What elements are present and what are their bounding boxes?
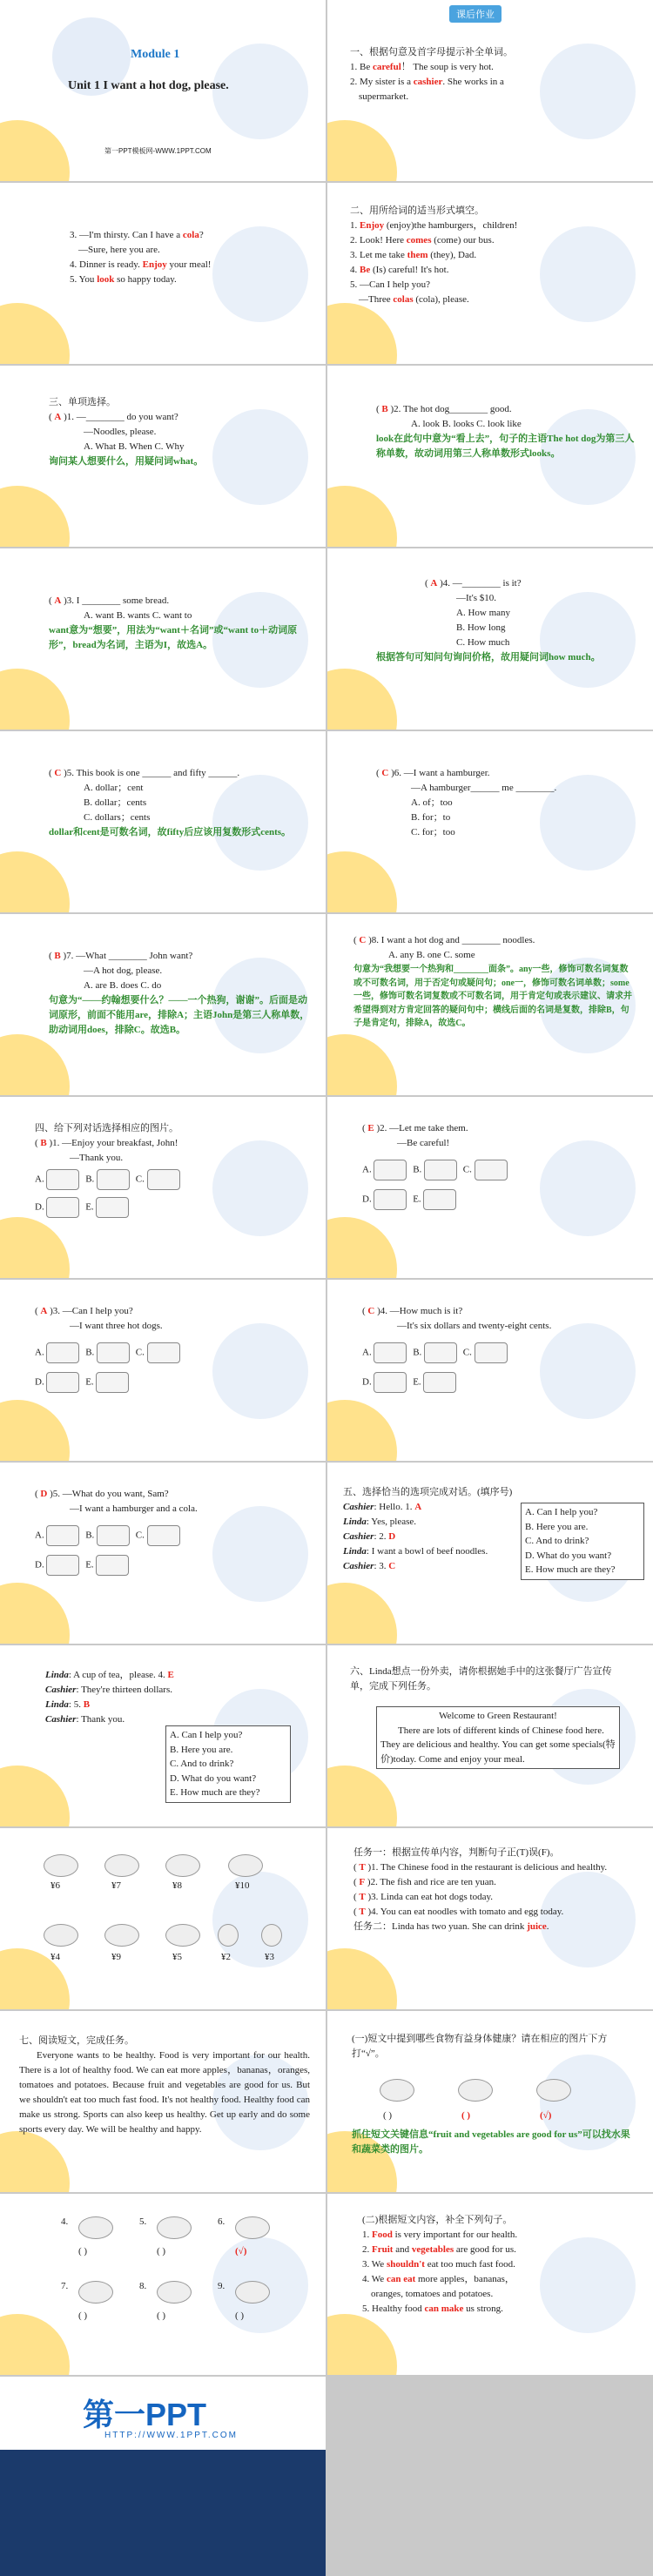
- picture-hot-dogs: [46, 1525, 79, 1546]
- picture-cashier: [147, 1342, 180, 1363]
- food-image: [235, 2216, 270, 2239]
- slide-pictures-5: ( D )5. —What do you want, Sam? —I want a hamburger and a cola. A. B. C. D. E.: [0, 1463, 326, 1644]
- slide-restaurant-ad: [327, 1645, 653, 1826]
- food-image: [157, 2216, 192, 2239]
- food-image: [380, 2079, 414, 2102]
- picture-breakfast: [97, 1525, 130, 1546]
- picture-hot-soup: [423, 1189, 456, 1210]
- slide-choice-3: ( A )3. I ________ some bread. A. want B. wants C. want to want意为“想要”，用法为“want＋名词”或“want to＋动词原形”，bread为名词，主语为I，故选A。: [0, 548, 326, 730]
- picture-cashier: [475, 1342, 508, 1363]
- slide-reading-task-1: (一)短文中提到哪些食物有益身体健康？请在相应的图片下方打“√”。 ( ) ( ) (√) 抓住短文关键信息“fruit and vegetables are good for us”可以找水果和蔬菜类的图片。: [327, 2011, 653, 2192]
- slide-homework-1: 课后作业 一、根据句意及首字母提示补全单词。 1. Be careful！ The soup is very hot. 2. My sister is a cashier. She works in a supermarket.: [327, 0, 653, 181]
- picture-breakfast: [97, 1169, 130, 1190]
- picture-hot-dogs: [46, 1169, 79, 1190]
- footer-band: [0, 2450, 326, 2576]
- options-box: A. Can I help you? B. Here you are. C. And to drink? D. What do you want? E. How much are they?: [165, 1725, 291, 1803]
- picture-hot-dogs: [46, 1342, 79, 1363]
- section-heading: 三、单项选择。: [49, 397, 116, 407]
- picture-breakfast: [424, 1342, 457, 1363]
- food-image: [44, 1924, 78, 1947]
- slide-choice-6: ( C )6. —I want a hamburger. —A hamburger______ me ________. A. of；too B. for；to C. for；too: [327, 731, 653, 912]
- food-image: [228, 1854, 263, 1877]
- slide-reading: 七、阅读短文，完成任务。 Everyone wants to be healthy. Food is very important for our health. There is a lot of healthy food. We can eat more apples，bananas，oranges, tomatoes and potatoes. Because fruit and vegetables are good for us. But we shouldn't eat too much fast food. It's not healthy food. Healthy food can make us strong. Sports can also keep us healthy. Get up early and do some sports every day. We will be healthy and happy.: [0, 2011, 326, 2192]
- unit-title: Unit 1 I want a hot dog, please.: [68, 79, 229, 92]
- picture-hamburger-cola: [374, 1372, 407, 1393]
- slide-choice-2: ( B )2. The hot dog________ good. A. look B. looks C. look like look在此句中意为“看上去”，句子的主语The hot dog为第三人称单数，故动词用第三人称单数形式looks。: [327, 366, 653, 547]
- slide-reading-task-2: (二)根据短文内容，补全下列句子。 1. Food is very important for our health. 2. Fruit and vegetables are good for us. 3. We shouldn't eat too much fast food. 4. We can eat more apples，bananas， oranges, tomatoes and potatoes. 5. Healthy food can make us strong.: [327, 2194, 653, 2375]
- slide-fill-forms: 二、用所给词的适当形式填空。 1. Enjoy (enjoy)the hamburgers，children! 2. Look! Here comes (come) our bus. 3. Let me take them (they), Dad. 4. Be (Is) careful! It's hot. 5. —Can I help you? —Three colas (cola), please.: [327, 183, 653, 364]
- slide-choice-8: ( C )8. I want a hot dog and ________ noodles. A. any B. one C. some 句意为“我想要一个热狗和________面条”。any一些，修饰可数名词复数或不可数名词，用于否定句或疑问句；one一，修饰可数名词单数；some一些，修饰可数名词复数或不可数名词，用于肯定句或表示建议、请求并希望得到对方肯定回答的疑问句中；横线后面的名词是复数，排除B，句子是肯定句，排除A，故选C。: [327, 914, 653, 1095]
- drink-image: [218, 1924, 239, 1947]
- section-heading: 七、阅读短文，完成任务。: [19, 2035, 134, 2046]
- food-image: [44, 1854, 78, 1877]
- slide-pictures-4: ( C )4. —How much is it? —It's six dollars and twenty-eight cents. A. B. C. D. E.: [327, 1280, 653, 1461]
- brand-logo: 第一PPT: [83, 2397, 207, 2432]
- picture-hot-dogs: [374, 1160, 407, 1180]
- homework-tag: 课后作业: [449, 5, 502, 23]
- picture-hot-soup: [96, 1372, 129, 1393]
- section-heading: 二、用所给词的适当形式填空。: [350, 205, 484, 216]
- site-label: 第一PPT模板网-WWW.1PPT.COM: [104, 147, 212, 155]
- picture-breakfast: [424, 1160, 457, 1180]
- food-image: [104, 1854, 139, 1877]
- food-image: [157, 2281, 192, 2304]
- picture-hamburger-cola: [46, 1555, 79, 1576]
- slide-reading-images: 4. 5. 6. ( ) ( ) (√) 7. 8. 9. ( ) ( ) ( ): [0, 2194, 326, 2375]
- slide-title: [0, 0, 326, 181]
- food-image: [78, 2281, 113, 2304]
- slide-choice-7: ( B )7. —What ________ John want? —A hot dog, please. A. are B. does C. do 句意为“——约翰想要什么？——一个热狗，谢谢”。后面是动词原形，前面不能用are，排除A；主语John是第三人称单数，助动词用does，排除C。故选B。: [0, 914, 326, 1095]
- section-heading: 六、Linda想点一份外卖，请你根据她手中的这张餐厅广告宣传单，完成下列任务。: [350, 1666, 612, 1692]
- food-image: [165, 1924, 200, 1947]
- food-image: [104, 1924, 139, 1947]
- slide-dialogue-2: Linda: A cup of tea，please. 4. E Cashier: They're thirteen dollars. Linda: 5. B Cashier: Thank you. A. Can I help you? B. Here you are. C. And to drink? D. What do you want? E. How much are they?: [0, 1645, 326, 1826]
- picture-cashier: [147, 1525, 180, 1546]
- slide-dialogue-1: 五、选择恰当的选项完成对话。(填序号) Cashier: Hello. 1. A Linda: Yes, please. Cashier: 2. D Linda: I want a bowl of beef noodles. Cashier: 3. C A. Can I help you? B. Here you are. C. And to drink? D. What do you want? E. How much are they?: [327, 1463, 653, 1644]
- options-box: A. Can I help you? B. Here you are. C. And to drink? D. What do you want? E. How much are they?: [521, 1503, 644, 1580]
- section-heading: 五、选择恰当的选项完成对话。(填序号): [343, 1487, 513, 1497]
- picture-hot-dogs: [374, 1342, 407, 1363]
- slide-choice-4: ( A )4. —________ is it? —It's $10. A. How many B. How long C. How much 根据答句可知问句询问价格，故用疑问词how much。: [327, 548, 653, 730]
- drink-image: [261, 1924, 282, 1947]
- answer: careful: [372, 62, 401, 73]
- slide-logo: [0, 2377, 326, 2576]
- slide-pictures-2: ( E )2. —Let me take them. —Be careful! A. B. C. D. E.: [327, 1097, 653, 1278]
- picture-cashier: [147, 1169, 180, 1190]
- slide-tasks: 任务一：根据宣传单内容，判断句子正(T)误(F)。 ( T )1. The Chinese food in the restaurant is delicious and healthy. ( F )2. The fish and rice are ten yuan. ( T )3. Linda can eat hot dogs today. ( T )4. You can eat noodles with tomato and egg today. 任务二：Linda has two yuan. She can drink juice.: [327, 1828, 653, 2009]
- food-image: [235, 2281, 270, 2304]
- slide-pictures-1: 四、给下列对话选择相应的图片。 ( B )1. —Enjoy your breakfast, John! —Thank you. A. B. C. D. E.: [0, 1097, 326, 1278]
- picture-hot-soup: [96, 1555, 129, 1576]
- food-image: [458, 2079, 493, 2102]
- slide-pictures-3: ( A )3. —Can I help you? —I want three hot dogs. A. B. C. D. E.: [0, 1280, 326, 1461]
- slide-menu-prices: ¥6 ¥7 ¥8 ¥10 ¥4 ¥9 ¥5 ¥2 ¥3: [0, 1828, 326, 2009]
- slide-homework-2: 3. —I'm thirsty. Can I have a cola? —Sure, here you are. 4. Dinner is ready. Enjoy your meal! 5. You look so happy today.: [0, 183, 326, 364]
- food-image: [165, 1854, 200, 1877]
- picture-hamburger-cola: [46, 1197, 79, 1218]
- picture-cashier: [475, 1160, 508, 1180]
- fruit-image: [536, 2079, 571, 2102]
- picture-hamburger-cola: [46, 1372, 79, 1393]
- section-heading: 一、根据句意及首字母提示补全单词。: [350, 47, 513, 57]
- picture-hot-soup: [423, 1372, 456, 1393]
- module-title: Module 1: [131, 48, 180, 61]
- section-heading: 四、给下列对话选择相应的图片。: [35, 1123, 178, 1133]
- picture-breakfast: [97, 1342, 130, 1363]
- answer: cashier: [413, 77, 443, 88]
- brand-url: HTTP://WWW.1PPT.COM: [104, 2431, 238, 2440]
- food-image: [78, 2216, 113, 2239]
- slide-choice-1: 三、单项选择。 ( A )1. —________ do you want? —Noodles, please. A. What B. When C. Why 询问某人想要什么，用疑问词what。: [0, 366, 326, 547]
- picture-hot-soup: [96, 1197, 129, 1218]
- slide-choice-5: ( C )5. This book is one ______ and fifty ______. A. dollar；cent B. dollar；cents C. dollars；cents dollar和cent是可数名词，故fifty后应该用复数形式cents。: [0, 731, 326, 912]
- picture-hamburger-cola: [374, 1189, 407, 1210]
- restaurant-flyer: Welcome to Green Restaurant! There are lots of different kinds of Chinese food here. They are delicious and healthy. You can get some specials(特价)today. Come and enjoy your meal.: [376, 1706, 620, 1769]
